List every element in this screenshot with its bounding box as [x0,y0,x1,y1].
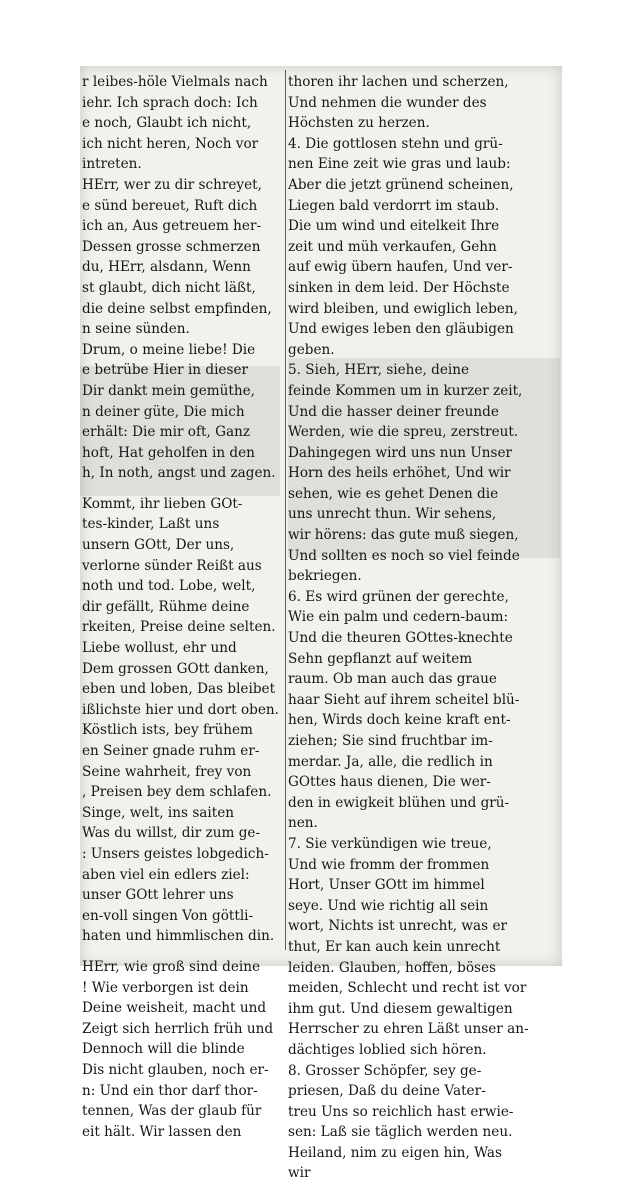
text-line: Dennoch will die blinde [82,1041,245,1058]
text-line: auf ewig übern haufen, Und ver- [288,259,513,276]
text-line: Sehn gepflanzt auf weitem [288,650,473,667]
text-line: Deine weisheit, macht und [82,1000,267,1017]
text-line: seye. Und wie richtig all sein [288,897,489,914]
text-line: Singe, welt, ins saiten [82,804,235,821]
text-line: hen, Wirds doch keine kraft ent- [288,712,511,729]
text-line: Werden, wie die spreu, zerstreut. [288,424,519,441]
text-line: st glaubt, dich nicht läßt, [82,279,256,296]
text-line: hoft, Hat geholfen in den [82,444,255,461]
text-line: die deine selbst empfinden, [82,300,272,317]
text-line: dir gefällt, Rühme deine [82,598,250,615]
text-line: HErr, wie groß sind deine [82,958,261,975]
text-line: sehen, wie es gehet Denen die [288,485,499,502]
text-line: treu Uns so reichlich hast erwie- [288,1103,514,1120]
text-line: r leibes-höle Vielmals nach [82,74,268,90]
text-line: Höchsten zu herzen. [288,115,430,132]
text-line: Dem grossen GOtt danken, [82,660,269,677]
text-line: Und wie fromm der frommen [288,856,490,873]
text-line: HErr, wer zu dir schreyet, [82,176,262,193]
text-line: eit hält. Wir lassen den [82,1123,242,1140]
text-line: wir hörens: das gute muß siegen, [288,527,519,544]
text-line: Und sollten es noch so viel feinde [288,547,520,564]
text-line: Wie ein palm und cedern-baum: [288,609,509,626]
text-line: n deiner güte, Die mich [82,403,245,420]
text-line: verlorne sünder Reißt aus [82,557,262,574]
text-line: Seine wahrheit, frey von [82,763,252,780]
text-line: 7. Sie verkündigen wie treue, [288,835,492,852]
text-line: du, HErr, alsdann, Wenn [82,259,251,276]
text-line: ich an, Aus getreuem her- [82,218,262,235]
text-line: , Preisen bey dem schlafen. [82,784,272,801]
text-line: leiden. Glauben, hoffen, böses [288,959,497,976]
text-line: intreten. [82,156,142,173]
text-line: tes-kinder, Laßt uns [82,516,220,533]
text-line: e noch, Glaubt ich nicht, [82,115,252,132]
text-line: thut, Er kan auch kein unrecht [288,938,501,955]
text-line: nen Eine zeit wie gras und laub: [288,156,511,173]
text-line: Drum, o meine liebe! Die [82,341,256,358]
text-line: wir [288,1165,311,1182]
paragraph-gap [82,484,282,494]
text-line: Dessen grosse schmerzen [82,238,261,255]
text-line: Zeigt sich herrlich früh und [82,1020,274,1037]
text-line: Köstlich ists, bey frühem [82,722,253,739]
text-line: dächtiges loblied sich hören. [288,1041,487,1058]
text-line: Horn des heils erhöhet, Und wir [288,465,511,482]
text-line: den in ewigkeit blühen und grü- [288,794,510,811]
text-line: Liebe wollust, ehr und [82,640,237,657]
text-line: n seine sünden. [82,321,190,338]
text-line: GOttes haus dienen, Die wer- [288,774,491,791]
text-line: zeit und müh verkaufen, Gehn [288,238,497,255]
text-line: ! Wie verborgen ist dein [82,979,249,996]
scanned-page [80,66,562,1182]
text-line: 4. Die gottlosen stehn und grü- [288,135,503,152]
text-line: Liegen bald verdorrt im staub. [288,197,500,214]
text-line: Was du willst, dir zum ge- [82,825,261,842]
text-line: : Unsers geistes lobgedich- [82,845,269,862]
text-line: Dahingegen wird uns nun Unser [288,444,513,461]
text-line: Kommt, ihr lieben GOt- [82,495,243,512]
text-line: 5. Sieh, HErr, siehe, deine [288,362,470,379]
text-line: thoren ihr lachen und scherzen, [288,74,509,90]
text-line: haten und himmlischen din. [82,928,275,945]
text-line: 8. Grosser Schöpfer, sey ge- [288,1062,482,1079]
text-line: unsern GOtt, Der uns, [82,537,235,554]
text-line: sen: Laß sie täglich werden neu. [288,1124,513,1141]
column-divider [285,70,286,950]
text-line: uns unrecht thun. Wir sehens, [288,506,497,523]
text-line: Und die theuren GOttes-knechte [288,630,513,647]
text-line: Hort, Unser GOtt im himmel [288,877,485,894]
text-line: wort, Nichts ist unrecht, was er [288,918,508,935]
text-line: e sünd bereuet, Ruft dich [82,197,258,214]
text-line: sinken in dem leid. Der Höchste [288,279,510,296]
right-column [288,72,560,1182]
text-line: ihm gut. Und diesem gewaltigen [288,1000,513,1017]
text-line: geben. [288,341,335,358]
text-line: iehr. Ich sprach doch: Ich [82,94,258,111]
text-line: unser GOtt lehrer uns [82,887,234,904]
text-line: Die um wind und eitelkeit Ihre [288,218,500,235]
text-line: merdar. Ja, alle, die redlich in [288,753,493,770]
text-line: eben und loben, Das bleibet [82,681,276,698]
text-line: erhält: Die mir oft, Ganz [82,424,250,441]
text-line: en Seiner gnade ruhm er- [82,743,260,759]
paragraph-gap [82,947,282,957]
text-line: Dir dankt mein gemüthe, [82,382,255,399]
left-column [82,72,282,1140]
text-line: aben viel ein edlers ziel: [82,866,250,883]
text-line: ziehen; Sie sind fruchtbar im- [288,733,493,749]
text-line: Und ewiges leben den gläubigen [288,321,514,338]
text-line: Dis nicht glauben, noch er- [82,1061,269,1078]
text-line: Aber die jetzt grünend scheinen, [288,176,514,193]
text-line: wird bleiben, und ewiglich leben, [288,300,518,317]
text-line: 6. Es wird grünen der gerechte, [288,588,509,605]
text-line: Und die hasser deiner freunde [288,403,499,420]
text-line: h, In noth, angst und zagen. [82,465,276,482]
text-line: nen. [288,815,318,832]
text-line: bekriegen. [288,568,362,585]
text-line: en-voll singen Von göttli- [82,907,254,924]
text-line: noth und tod. Lobe, welt, [82,578,256,595]
text-line: haar Sieht auf ihrem scheitel blü- [288,691,520,708]
text-line: n: Und ein thor darf thor- [82,1082,258,1099]
text-line: rkeiten, Preise deine selten. [82,619,276,636]
text-line: meiden, Schlecht und recht ist vor [288,980,527,997]
text-line: ich nicht heren, Noch vor [82,135,259,152]
text-line: raum. Ob man auch das graue [288,671,497,688]
text-line: Heiland, nim zu eigen hin, Was [288,1144,502,1161]
text-line: Herrscher zu ehren Läßt unser an- [288,1021,529,1038]
text-line: tennen, Was der glaub für [82,1103,262,1120]
text-line: e betrübe Hier in dieser [82,362,248,379]
text-line: feinde Kommen um in kurzer zeit, [288,382,523,399]
text-line: priesen, Daß du deine Vater- [288,1083,486,1100]
text-line: ißlichste hier und dort oben. [82,701,279,718]
text-line: Und nehmen die wunder des [288,94,487,111]
